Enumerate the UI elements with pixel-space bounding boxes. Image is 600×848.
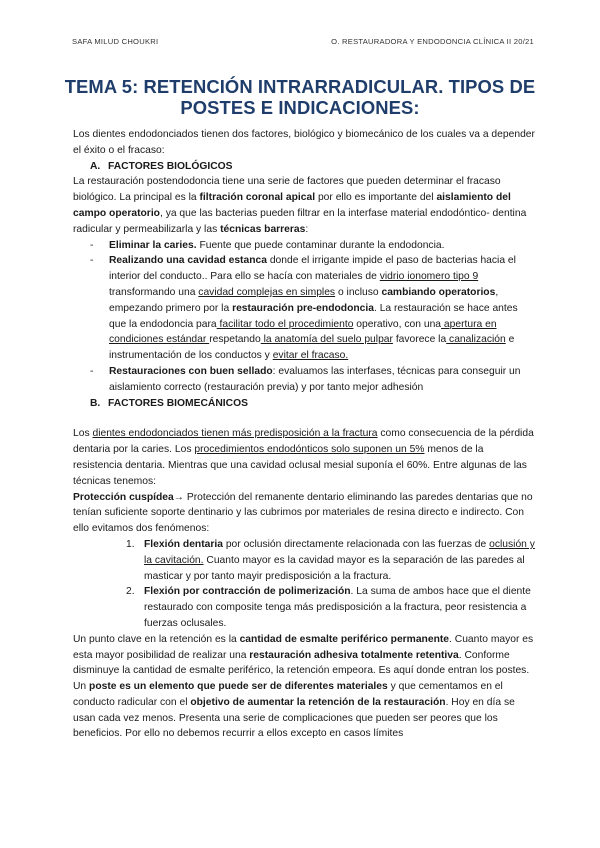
- section-b-title: FACTORES BIOMECÁNICOS: [108, 397, 248, 409]
- bold-run: aislamiento del campo operatorio: [73, 192, 511, 219]
- text-run: : evaluamos las interfases, técnicas para conseguir un aislamiento correcto (restauración previa) y por tanto mejor adhesión: [109, 365, 521, 393]
- underlined-run: dientes endodonciados tienen más predisposición a la fractura: [92, 428, 378, 440]
- text-run: . Cuanto mayor es esta mayor posibilidad de realizar una: [73, 633, 534, 661]
- bold-run: Protección cuspídea: [73, 491, 174, 503]
- intro-paragraph: Los dientes endodonciados tienen dos factores, biológico y biomecánico de los cuales va a depender el éxito o el fracaso:: [73, 129, 535, 156]
- biological-factors-list: [73, 238, 535, 396]
- section-a-paragraph: [73, 174, 535, 237]
- text-run: Un punto clave en la retención es la: [73, 633, 240, 645]
- section-a-number: A.: [90, 160, 101, 172]
- text-run: . La suma de ambos hace que el diente restaurado con composite tenga más predisposición a la fractura, peor resistencia a fuerzas oclusales.: [144, 586, 531, 629]
- text-run: y que cementamos en el conducto radicular con el: [73, 681, 503, 708]
- text-run: Protección del remanente dentario eliminando las paredes dentarias que no tenían suficiente soporte dentinario y las cubrimos por materiales de resina directo e indirecto. Con ello evitamos dos fenómenos:: [73, 491, 533, 535]
- section-b-number: B.: [90, 397, 101, 409]
- text-run: Los: [73, 428, 93, 440]
- header-author: SAFA MILUD CHOUKRI: [72, 37, 159, 46]
- text-run: e instrumentación de los conductos y: [109, 334, 515, 362]
- section-b-paragraph: [73, 426, 535, 489]
- underlined-run: procedimientos endodónticos solo suponen un 5%: [194, 444, 425, 456]
- section-a-heading: [73, 159, 535, 175]
- post-definition-paragraph: [73, 679, 535, 742]
- text-run: por ello es importante del: [315, 192, 437, 204]
- document-body: [73, 127, 535, 742]
- underlined-run: vidrio ionomero tipo 9: [379, 271, 479, 283]
- bold-run: cantidad de esmalte periférico permanente: [239, 633, 450, 645]
- list-item: [90, 253, 535, 364]
- list-number: 1.: [126, 538, 135, 550]
- bold-run: restauración pre-endodoncia: [232, 302, 374, 314]
- text-run: como consecuencia de la pérdida dentaria por la caries. Los: [73, 428, 534, 456]
- text-run: La restauración postendodoncia tiene una serie de factores que pueden determinar el fracaso biológico. La principal es la: [73, 176, 501, 204]
- list-number: 2.: [126, 586, 135, 598]
- bold-run: Flexión dentaria: [144, 538, 223, 550]
- text-run: , ya que las bacterias pueden filtrar en la interfase material endodóntico- dentina radicular y permeabilizarla y las: [73, 207, 527, 235]
- text-run: Cuanto mayor es la cavidad mayor es la separación de las paredes al masticar y por tanto mayir predisposición a la fractura.: [144, 554, 525, 582]
- arrow-right-icon: →: [173, 491, 185, 503]
- section-a-title: FACTORES BIOLÓGICOS: [108, 160, 233, 172]
- text-run: o incluso: [335, 286, 382, 298]
- text-run: . La restauración se hace antes que la endodoncia para: [109, 302, 518, 330]
- bold-run: restauración adhesiva totalmente retentiva: [249, 649, 459, 661]
- underlined-run: evitar el fracaso.: [272, 350, 349, 362]
- text-run: donde el irrigante impide el paso de bacterias hacia el interior del conducto.. Para ello se hacía con materiales de: [109, 255, 516, 283]
- underlined-run: canalización: [446, 334, 506, 346]
- list-item: [126, 537, 535, 584]
- bold-run: poste es un elemento que puede ser de diferentes materiales: [89, 681, 388, 693]
- list-item: [90, 238, 535, 254]
- header-course: O. RESTAURADORA Y ENDODONCIA CLÍNICA II 20/21: [331, 37, 534, 46]
- text-run: operativo, con una: [353, 318, 442, 330]
- bold-run: técnicas barreras: [220, 223, 306, 235]
- text-run: favorece la: [392, 334, 447, 346]
- text-run: . Hoy en día se usan cada vez menos. Presenta una serie de complicaciones que pueden ser peores que los beneficios. Por ello no debemos recurrir a ellos excepto en casos límites: [73, 696, 515, 740]
- list-item: [126, 584, 535, 631]
- text-run: menos de la resistencia dentaria. Mientras que una cavidad oclusal mesial suponía el 60%. Entre algunas de las técnicas tenemos:: [73, 444, 527, 487]
- spacer: [73, 411, 535, 426]
- underlined-run: apertura en condiciones estándar: [109, 318, 497, 346]
- text-run: por oclusión directamente relacionada con las fuerzas de: [222, 538, 490, 550]
- list-item: [90, 364, 535, 396]
- underlined-run: facilitar todo el procedimiento: [216, 318, 354, 330]
- underlined-run: la anatomía del suelo pulpar: [260, 334, 393, 346]
- bold-run: Flexión por contracción de polimerización: [144, 586, 351, 598]
- bold-run: Realizando una cavidad estanca: [109, 255, 267, 267]
- underlined-run: oclusión y la cavitación.: [144, 538, 535, 566]
- bold-run: filtración coronal apical: [199, 192, 316, 204]
- cusp-protection-paragraph: [73, 490, 535, 537]
- page-header: [72, 37, 534, 49]
- text-run: , empezando primero por la: [109, 286, 499, 314]
- section-b-heading: [73, 396, 535, 412]
- text-run: . Conforme disminuye la cantidad de esmalte periférico, la retención empeora. Es aquí donde entran los postes.: [73, 649, 530, 677]
- phenomena-list: [73, 537, 535, 632]
- bold-run: Restauraciones con buen sellado: [109, 365, 273, 377]
- text-run: respetando: [209, 334, 261, 346]
- bold-run: Eliminar la caries.: [109, 239, 197, 251]
- bold-run: cambiando operatorios: [381, 286, 496, 298]
- underlined-run: cavidad complejas en simples: [198, 286, 336, 298]
- page-title: TEMA 5: RETENCIÓN INTRARRADICULAR. TIPOS DE POSTES E INDICACIONES:: [64, 76, 536, 118]
- text-run: Un: [73, 681, 90, 693]
- text-run: :: [305, 223, 309, 235]
- text-run: Fuente que puede contaminar durante la endodoncia.: [196, 239, 445, 251]
- key-point-paragraph: [73, 632, 535, 679]
- text-run: transformando una: [109, 286, 199, 298]
- bold-run: objetivo de aumentar la retención de la restauración: [190, 696, 446, 708]
